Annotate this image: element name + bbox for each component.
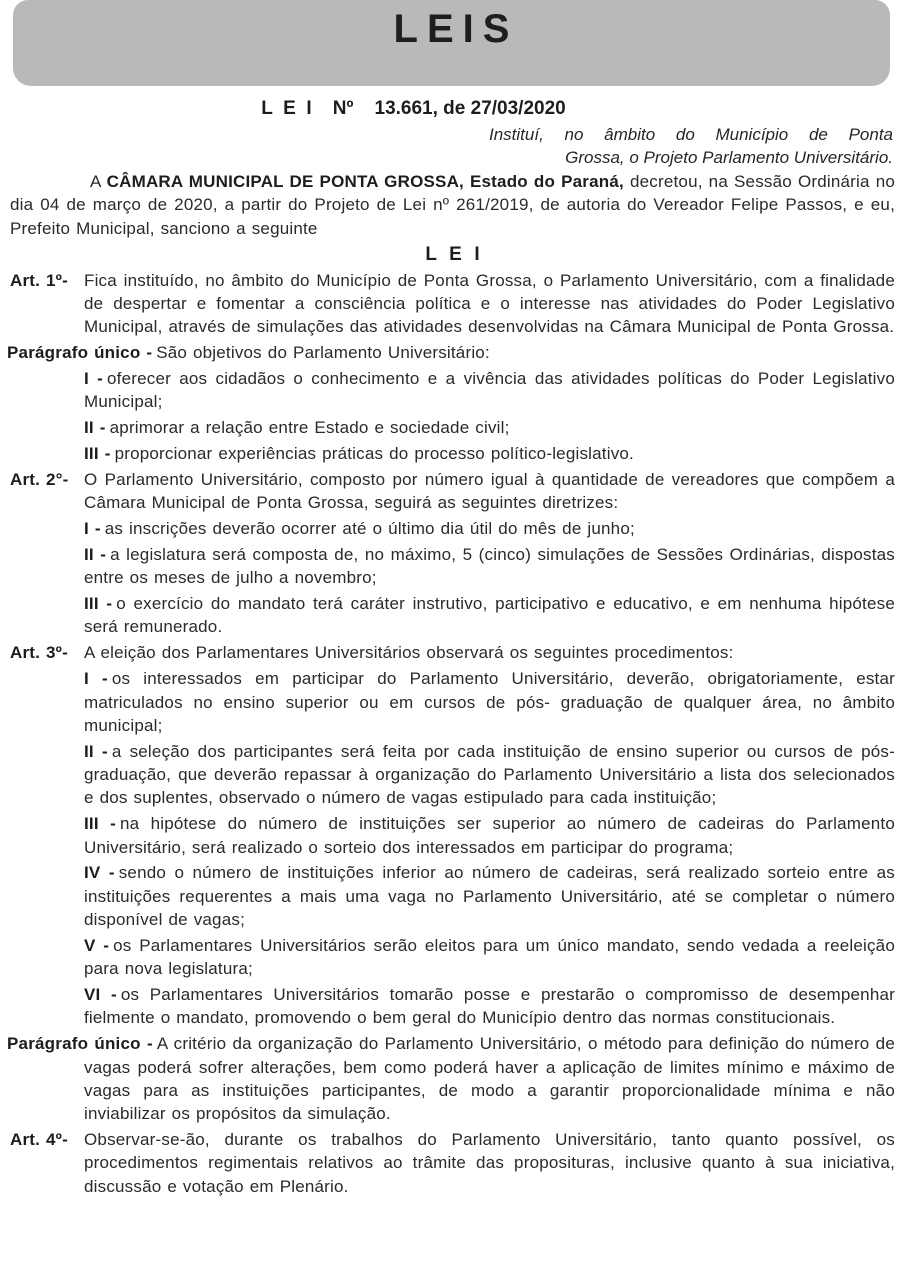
item-number-label: VI - [84, 985, 117, 1005]
item-number-label: I - [84, 669, 108, 689]
article-number-label: Art. 2°- [10, 469, 69, 489]
item-number-label: II - [84, 544, 107, 564]
item-number-label: II - [84, 418, 106, 438]
item-number-label: IV - [84, 863, 115, 883]
item-paragraph [10, 367, 895, 414]
paragrafo-unico-paragraph [7, 341, 895, 364]
epigraph-line: Grossa, o Projeto Parlamento Universitário. [565, 147, 893, 167]
item-paragraph [10, 812, 895, 859]
article-text: O Parlamento Universitário, composto por número igual à quantidade de vereadores que compõem a Câmara Municipal de Ponta Grossa, seguirá as seguintes diretrizes: [84, 469, 895, 513]
item-text: os Parlamentares Universitários serão eleitos para um único mandato, sendo vedada a reeleição para nova legislatura; [84, 935, 895, 979]
item-text: o exercício do mandato terá caráter instrutivo, participativo e educativo, e em nenhuma hipótese será remunerado. [84, 594, 895, 637]
paragrafo-unico-label: Parágrafo único - [7, 343, 153, 363]
article-paragraph [10, 641, 895, 664]
paragrafo-unico-paragraph [7, 1032, 895, 1125]
law-title: L E I Nº 13.661, de 27/03/2020 [261, 98, 566, 119]
item-paragraph [10, 592, 895, 639]
article-text: Observar-se-ão, durante os trabalhos do Parlamento Universitário, tanto quanto possível, os procedimentos regimentais relativos ao trâmite das proposituras, inclusive quanto à sua iniciativa, discussão e votação em Plenário. [84, 1130, 895, 1196]
epigraph-line: Instituí, no âmbito do Município de Ponta [489, 125, 893, 144]
paragrafo-unico-label: Parágrafo único - [7, 1034, 153, 1054]
item-text: sendo o número de instituições inferior ao número de cadeiras, será realizado sorteio entre as instituições requerentes a mais uma vaga no Parlamento Universitário, até se completar o número disponível de vagas; [84, 863, 896, 929]
item-text: os interessados em participar do Parlamento Universitário, deverão, obrigatoriamente, estar matriculados no ensino superior ou em cursos de pós- graduação de qualquer área, no âmbito municipal; [84, 669, 895, 735]
paragrafo-unico-text: A critério da organização do Parlamento Universitário, o método para definição do número de vagas poderá sofrer alterações, bem como poderá haver a aplicação de limites mínimo e máximo de vagas para as instituições participantes, de modo a garantir proporcionalidade mínima e não inviabilizar os propósitos da simulação. [84, 1034, 895, 1124]
item-text: proporcionar experiências práticas do processo político-legislativo. [114, 444, 634, 464]
article-text: A eleição dos Parlamentares Universitários observará os seguintes procedimentos: [84, 643, 734, 663]
article-number-label: Art. 1º- [10, 270, 68, 290]
article-paragraph [10, 468, 895, 515]
law-document [0, 86, 907, 1198]
item-text: oferecer aos cidadãos o conhecimento e a vivência das atividades políticas do Poder Legislativo Municipal; [84, 368, 895, 412]
item-text: a legislatura será composta de, no máximo, 5 (cinco) simulações de Sessões Ordinárias, dispostas entre os meses de julho a novembro; [84, 544, 895, 588]
leis-banner [13, 0, 890, 86]
section-heading: L E I [425, 243, 480, 265]
item-number-label: III - [84, 594, 113, 614]
preamble-text: decretou, na Sessão Ordinária no dia 04 de março de 2020, a partir do Projeto de Lei nº 261/2019, de autoria do Vereador Felipe Passos, e eu, Prefeito Municipal, sanciono a seguinte [10, 172, 896, 238]
law-epigraph [489, 124, 893, 169]
item-number-label: III - [84, 814, 116, 834]
item-text: na hipótese do número de instituições ser superior ao número de cadeiras do Parlamento Universitário, será realizado o sorteio dos interessados em participar do programa; [84, 814, 895, 857]
item-number-label: I - [84, 519, 101, 539]
article-number-label: Art. 3º- [10, 643, 68, 663]
leis-banner-title: LEIS [393, 7, 519, 51]
preamble-lead: A [90, 172, 107, 192]
item-paragraph [10, 934, 895, 981]
item-number-label: V - [84, 935, 110, 955]
item-number-label: III - [84, 444, 111, 464]
item-paragraph [10, 442, 895, 465]
article-text: Fica instituído, no âmbito do Município de Ponta Grossa, o Parlamento Universitário, com a finalidade de despertar e fomentar a consciência política e o interesse nas atividades do Poder Legislativo Municipal, através de simulações das atividades desenvolvidas na Câmara Municipal de Ponta Grossa. [84, 270, 895, 337]
article-number-label: Art. 4º- [10, 1130, 68, 1150]
paragrafo-unico-text: São objetivos do Parlamento Universitário: [156, 343, 490, 363]
item-paragraph [10, 416, 895, 439]
law-body [7, 170, 896, 1198]
item-paragraph [10, 667, 895, 737]
item-text: aprimorar a relação entre Estado e sociedade civil; [109, 418, 510, 438]
item-paragraph [10, 983, 895, 1030]
item-paragraph [10, 517, 895, 540]
item-text: os Parlamentares Universitários tomarão posse e prestarão o compromisso de desempenhar fielmente o mandato, promovendo o bem geral do Município dentro das normas constitucionais. [84, 985, 896, 1028]
item-paragraph [10, 543, 895, 590]
item-paragraph [10, 740, 895, 810]
article-paragraph [10, 1128, 895, 1198]
item-text: as inscrições deverão ocorrer até o último dia útil do mês de junho; [104, 519, 635, 539]
item-number-label: II - [84, 741, 108, 761]
preamble-bold-lead: CÂMARA MUNICIPAL DE PONTA GROSSA, Estado do Paraná, [106, 172, 624, 192]
item-paragraph [10, 861, 895, 931]
article-paragraph [10, 269, 895, 339]
item-text: a seleção dos participantes será feita por cada instituição de ensino superior ou cursos de pós-graduação, que deverão repassar à organização do Parlamento Universitário a lista dos selecionados e dos suplentes, observado o número de vagas estipulado para cada instituição; [84, 741, 895, 808]
item-number-label: I - [84, 368, 104, 388]
preamble-paragraph [10, 170, 895, 240]
